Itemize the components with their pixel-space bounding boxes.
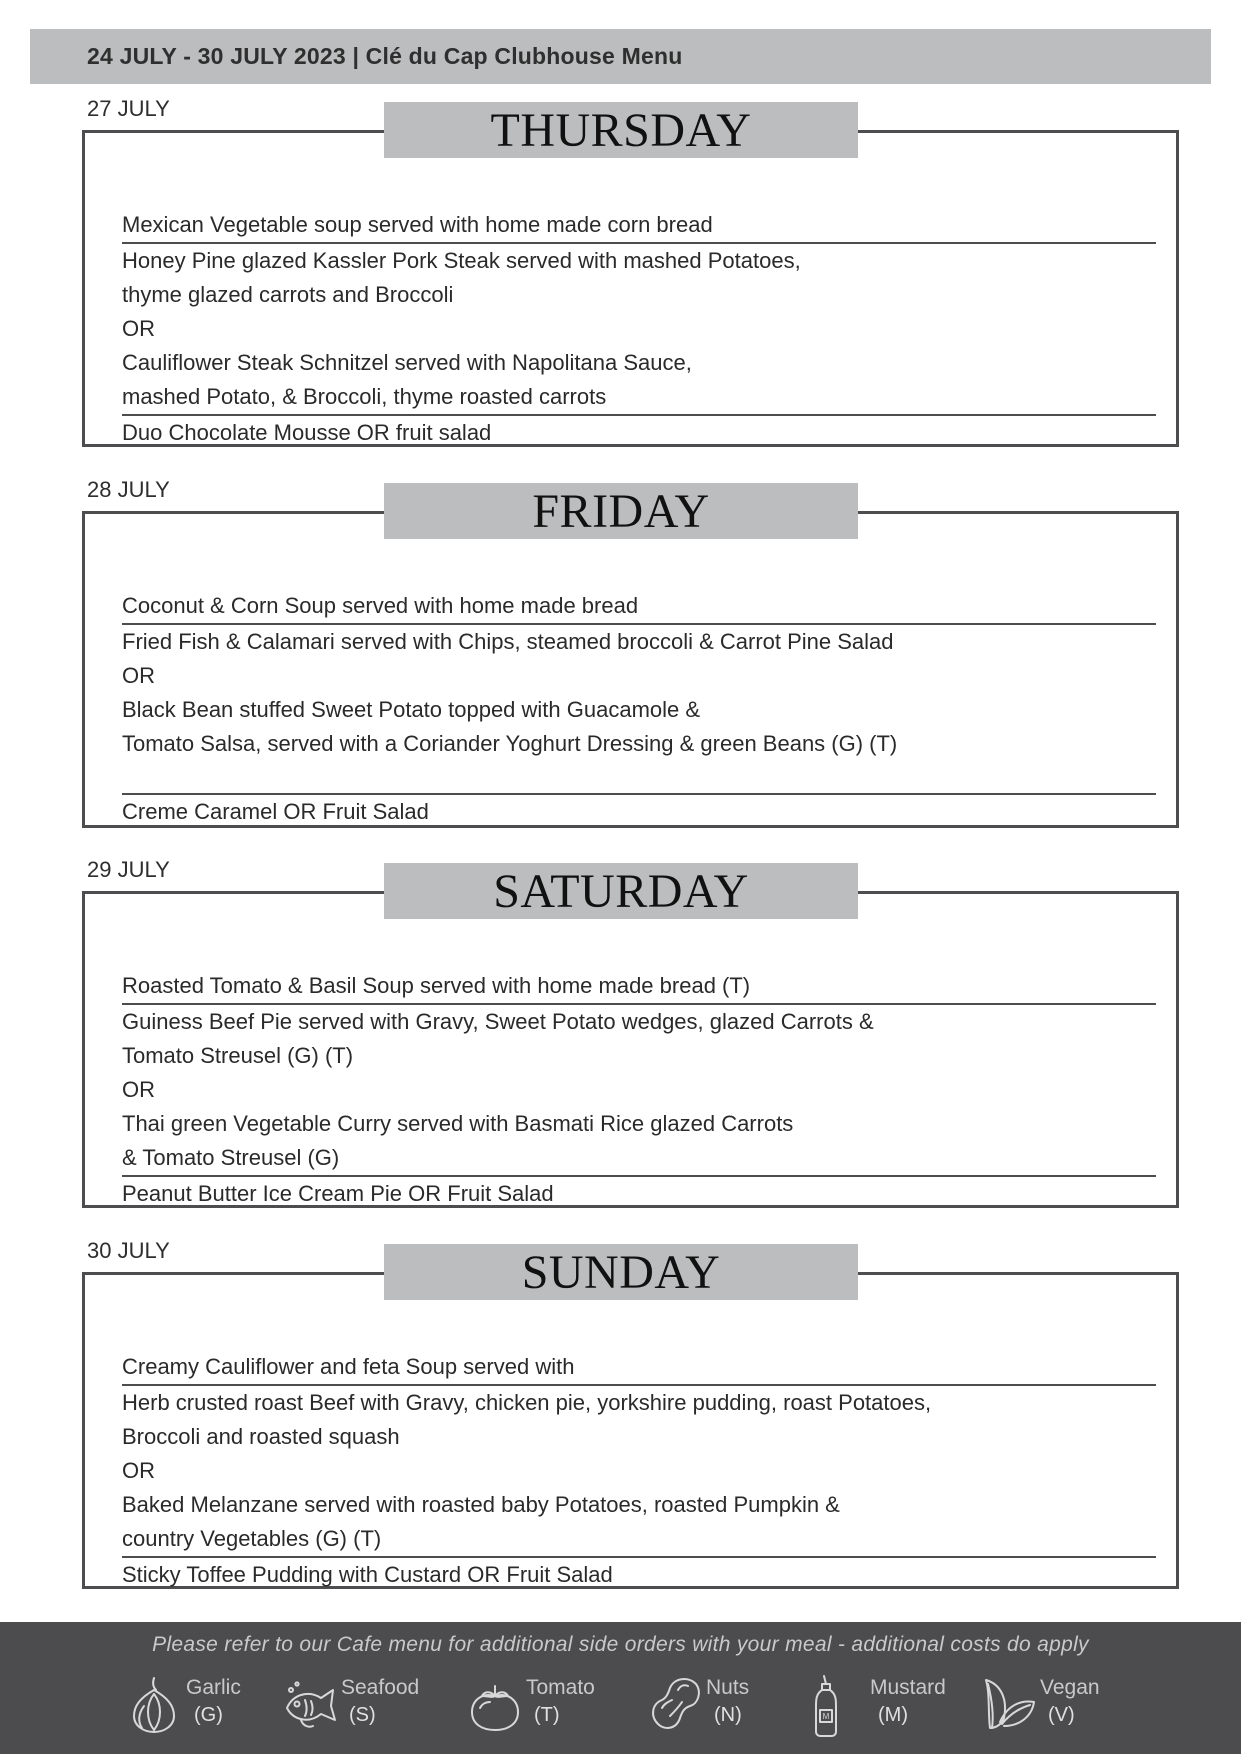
day-box [82,511,1179,828]
soup-course: Creamy Cauliflower and feta Soup served with [122,1350,1156,1386]
footer [0,1622,1241,1754]
date-label: 30 JULY [87,1238,170,1263]
tomato-icon [468,1674,522,1734]
main-course-line: OR [122,663,155,688]
menu-content [122,589,1156,829]
legend-item-mustard [812,1674,972,1738]
date-label: 27 JULY [87,96,170,121]
main-course-line: OR [122,1077,155,1102]
day-name: THURSDAY [384,102,858,158]
main-course-line: Herb crusted roast Beef with Gravy, chicken pie, yorkshire pudding, roast Potatoes, [122,1390,932,1415]
main-course [122,1005,1156,1177]
main-course-line: OR [122,1458,155,1483]
footer-note: Please refer to our Cafe menu for additional side orders with your meal - additional costs do apply [152,1633,1089,1656]
soup-course: Roasted Tomato & Basil Soup served with home made bread (T) [122,969,1156,1005]
main-course-line: Guiness Beef Pie served with Gravy, Sweet Potato wedges, glazed Carrots & [122,1009,874,1034]
legend-item-garlic [128,1674,288,1738]
legend-code: (M) [878,1704,908,1726]
dessert-course: Creme Caramel OR Fruit Salad [122,799,429,824]
vegan-icon [982,1674,1036,1734]
menu-content [122,1350,1156,1592]
day-name: SATURDAY [384,863,858,919]
main-course-line: Thai green Vegetable Curry served with Basmati Rice glazed Carrots [122,1111,794,1136]
date-label: 28 JULY [87,477,170,502]
day-box [82,130,1179,447]
legend-name: Seafood [341,1676,420,1699]
main-course [122,625,1156,795]
main-course-line: Black Bean stuffed Sweet Potato topped with Guacamole & [122,697,701,722]
day-name: FRIDAY [384,483,858,539]
legend-code: (V) [1048,1704,1075,1726]
garlic-icon [128,1674,180,1734]
main-course-line: Baked Melanzane served with roasted baby Potatoes, roasted Pumpkin & [122,1492,840,1517]
legend-item-nuts [648,1674,808,1738]
page-title: 24 JULY - 30 JULY 2023 | Clé du Cap Clubhouse Menu [87,43,683,69]
main-course [122,244,1156,416]
legend-name: Nuts [706,1676,750,1699]
day-box [82,891,1179,1208]
main-course-line: OR [122,316,155,341]
mustard-icon [812,1674,866,1738]
legend-code: (T) [534,1704,560,1726]
legend-name: Tomato [526,1676,595,1699]
main-course-line: Fried Fish & Calamari served with Chips, steamed broccoli & Carrot Pine Salad [122,629,894,654]
soup-course: Coconut & Corn Soup served with home made bread [122,589,1156,625]
legend-name: Garlic [186,1676,241,1699]
nuts-icon [648,1674,702,1734]
day-box [82,1272,1179,1589]
legend-item-seafood [283,1674,443,1738]
legend-name: Mustard [870,1676,946,1699]
legend-code: (N) [714,1704,742,1726]
header-bar [30,29,1211,84]
legend-item-vegan [982,1674,1142,1738]
seafood-icon [283,1674,337,1734]
main-course-line: Broccoli and roasted squash [122,1424,400,1449]
soup-course: Mexican Vegetable soup served with home made corn bread [122,208,1156,244]
menu-content [122,969,1156,1211]
main-course-line: country Vegetables (G) (T) [122,1526,382,1551]
main-course-line: mashed Potato, & Broccoli, thyme roasted carrots [122,384,607,409]
main-course-line: Cauliflower Steak Schnitzel served with Napolitana Sauce, [122,350,692,375]
main-course-line: thyme glazed carrots and Broccoli [122,282,454,307]
main-course-line: Tomato Streusel (G) (T) [122,1043,354,1068]
main-course-line: Tomato Salsa, served with a Coriander Yoghurt Dressing & green Beans (G) (T) [122,731,898,756]
legend-name: Vegan [1040,1676,1100,1699]
svg-text:M: M [822,1712,830,1721]
dessert-course: Peanut Butter Ice Cream Pie OR Fruit Salad [122,1181,554,1206]
date-label: 29 JULY [87,857,170,882]
legend-code: (S) [349,1704,376,1726]
legend-item-tomato [468,1674,628,1738]
main-course [122,1386,1156,1558]
main-course-line: Honey Pine glazed Kassler Pork Steak served with mashed Potatoes, [122,248,801,273]
dessert-course: Duo Chocolate Mousse OR fruit salad [122,420,492,445]
dessert-course: Sticky Toffee Pudding with Custard OR Fruit Salad [122,1562,613,1587]
main-course-line: & Tomato Streusel (G) [122,1145,340,1170]
day-name: SUNDAY [384,1244,858,1300]
menu-content [122,208,1156,450]
legend-code: (G) [194,1704,223,1726]
